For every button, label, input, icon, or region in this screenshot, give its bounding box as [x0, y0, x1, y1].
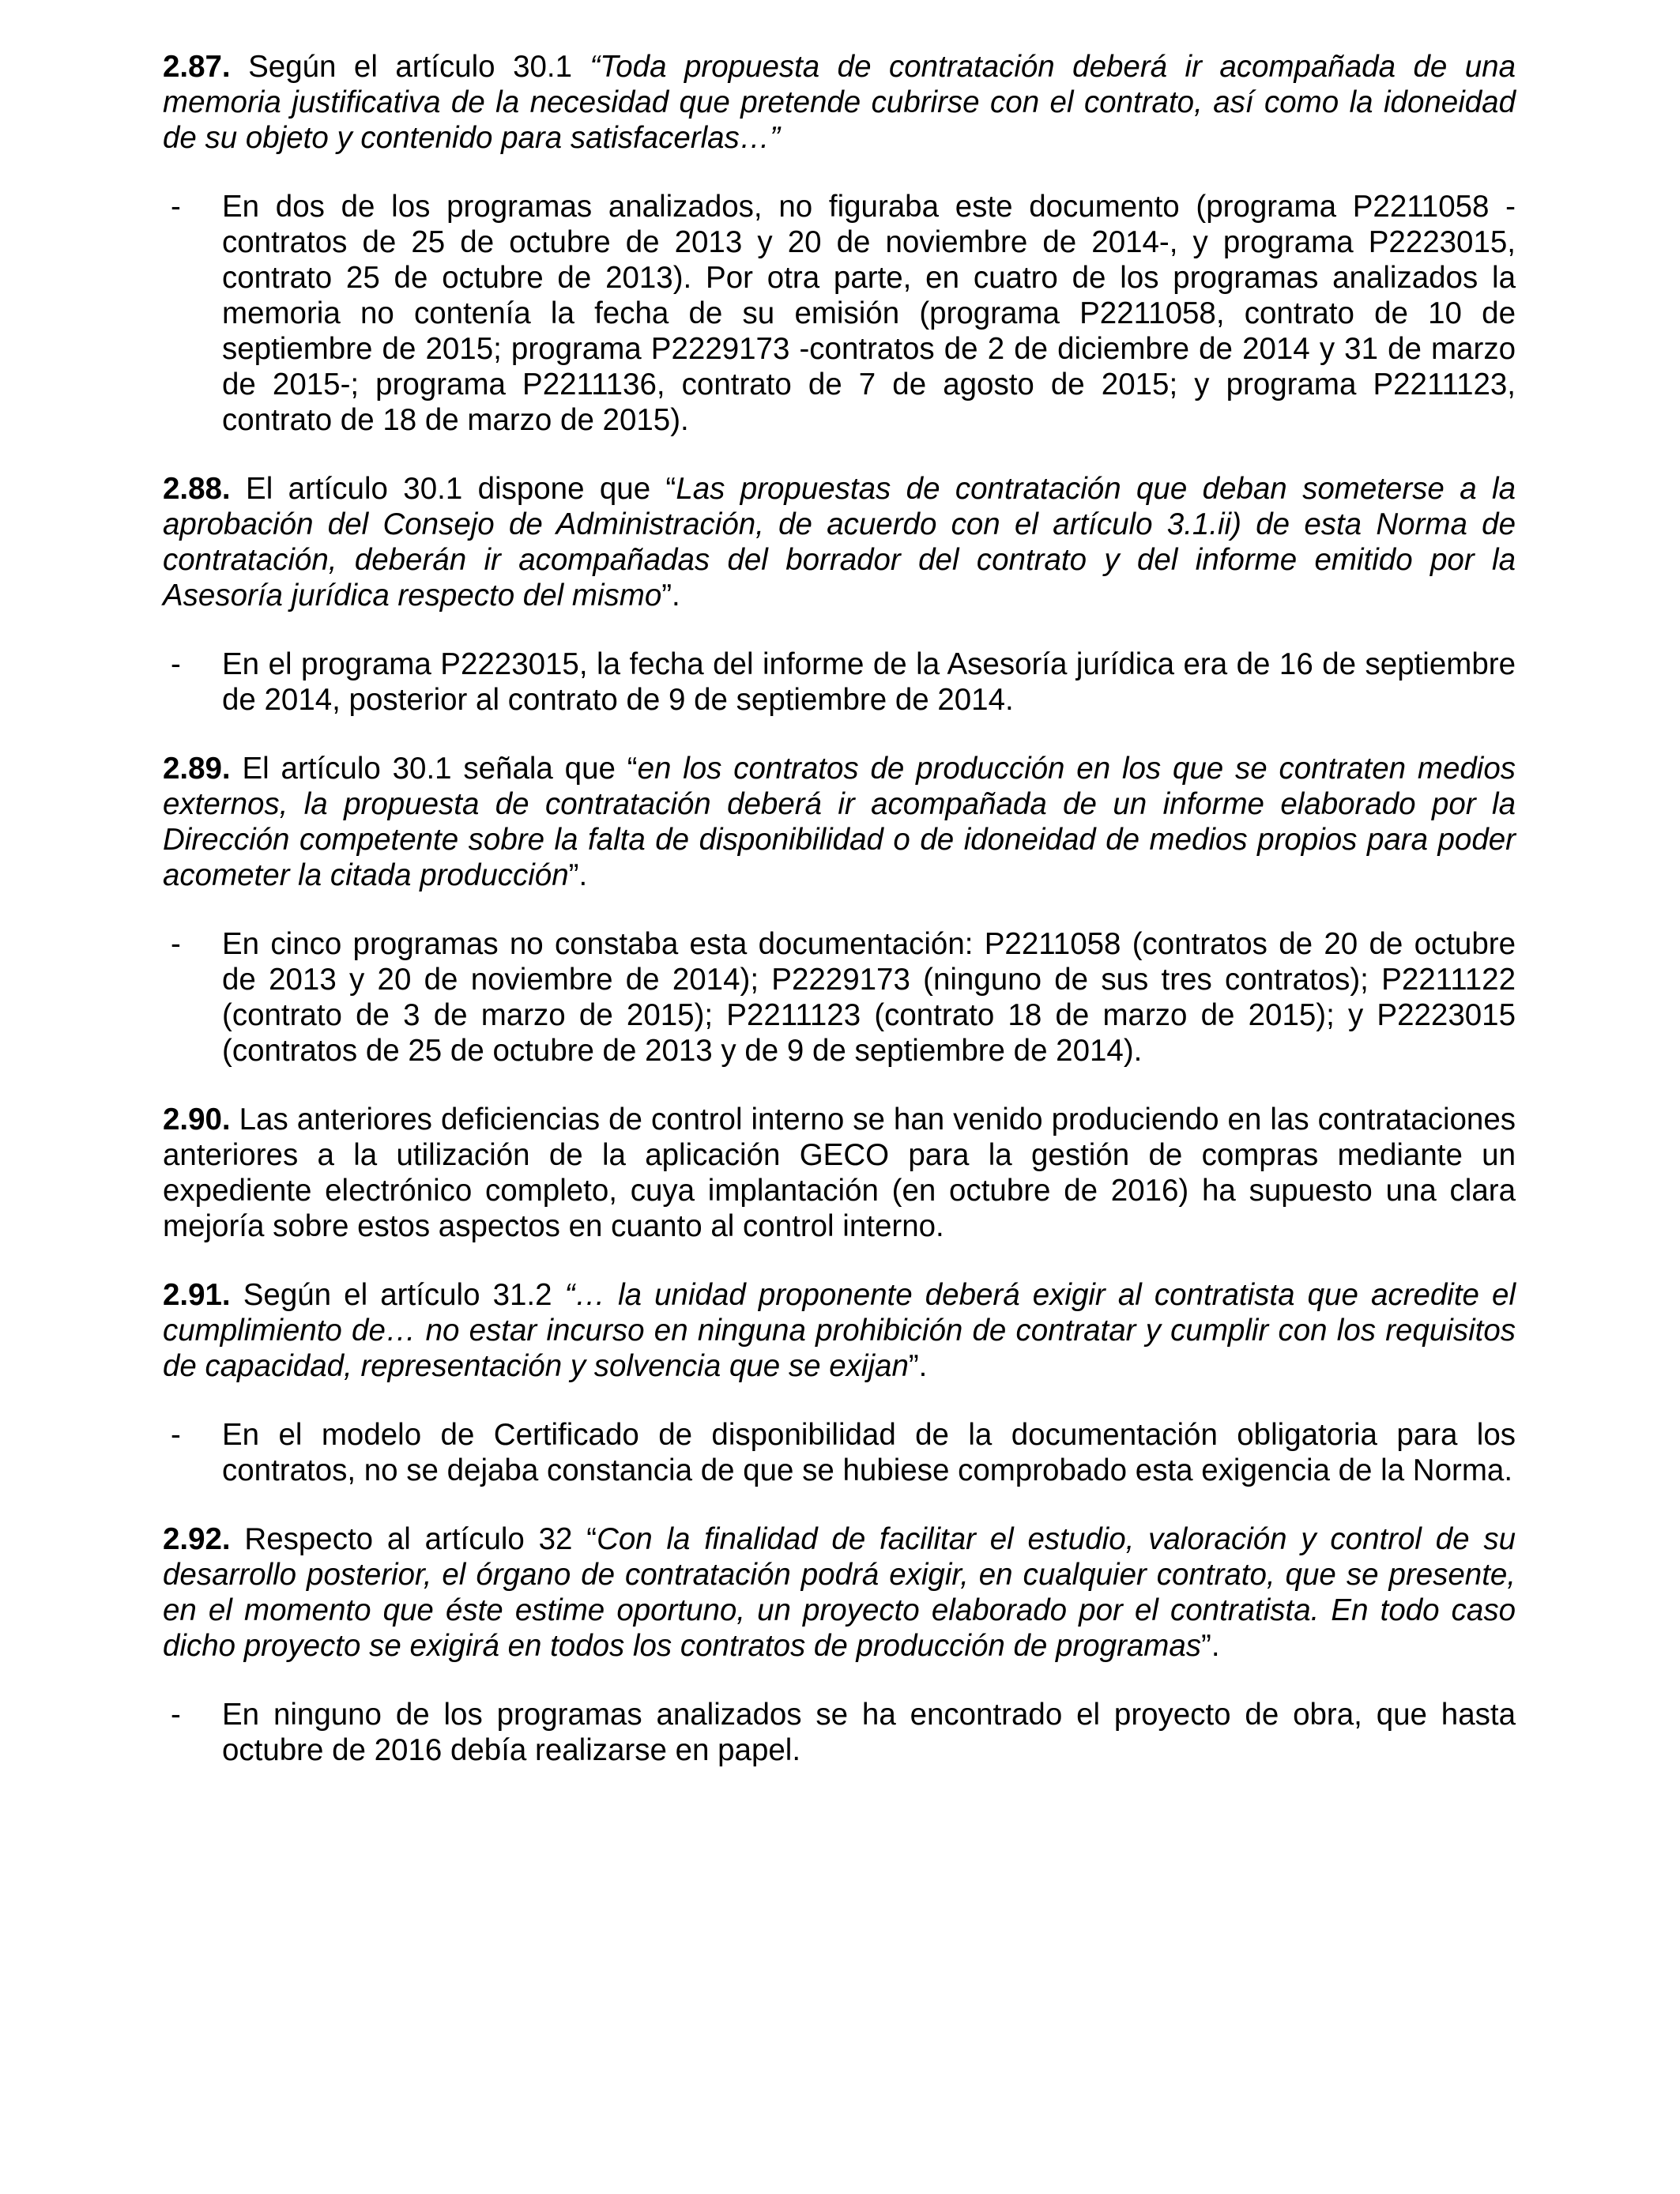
paragraph-text: El artículo 30.1 dispone que “ — [230, 472, 676, 506]
paragraph-2-89 — [163, 751, 1516, 893]
bullet-item-2-91 — [163, 1417, 1516, 1488]
bullet-text: En el programa P2223015, la fecha del informe de la Asesoría jurídica era de 16 de septiembre de 2014, posterior al contrato de 9 de septiembre de 2014. — [222, 647, 1516, 717]
bullet-item-2-88 — [163, 647, 1516, 718]
paragraph-2-87 — [163, 49, 1516, 156]
bullet-text: En dos de los programas analizados, no figuraba este documento (programa P2211058 -contratos de 25 de octubre de 2013 y 20 de noviembre de 2014-, y programa P2223015, contrato 25 de octubre de 2013). Por otra parte, en cuatro de los programas analizados la memoria no contenía la fecha de su emisión (programa P2211058, contrato de 10 de septiembre de 2015; programa P2229173 -contratos de 2 de diciembre de 2014 y 31 de marzo de 2015-; programa P2211136, contrato de 7 de agosto de 2015; y programa P2211123, contrato de 18 de marzo de 2015). — [222, 190, 1516, 437]
paragraph-2-92 — [163, 1521, 1516, 1664]
quoted-text: Las propuestas de contratación que deban someterse a la aprobación del Consejo de Administración, de acuerdo con el artículo 3.1.ii) de esta Norma de contratación, deberán ir acompañadas del borrador del contrato y del informe emitido por la Asesoría jurídica respecto del mismo — [163, 472, 1516, 613]
bullet-dash: - — [171, 190, 181, 224]
paragraph-text: Según el artículo 30.1 — [230, 50, 590, 84]
bullet-dash: - — [171, 1418, 181, 1452]
section-number: 2.88. — [163, 472, 231, 506]
bullet-item-2-89 — [163, 926, 1516, 1069]
section-number: 2.89. — [163, 752, 231, 786]
section-number: 2.87. — [163, 50, 231, 84]
bullet-item-2-92 — [163, 1697, 1516, 1768]
bullet-text: En ninguno de los programas analizados se ha encontrado el proyecto de obra, que hasta octubre de 2016 debía realizarse en papel. — [222, 1698, 1516, 1767]
paragraph-text: Respecto al artículo 32 “ — [230, 1522, 597, 1556]
document-page — [163, 49, 1516, 1768]
bullet-dash: - — [171, 1698, 181, 1732]
bullet-text: En cinco programas no constaba esta documentación: P2211058 (contratos de 20 de octubre de 2013 y 20 de noviembre de 2014); P2229173 (ninguno de sus tres contratos); P2211122 (contrato de 3 de marzo de 2015); P2211123 (contrato 18 de marzo de 2015); y P2223015 (contratos de 25 de octubre de 2013 y de 9 de septiembre de 2014). — [222, 927, 1516, 1068]
quoted-text: Con la finalidad de facilitar el estudio, valoración y control de su desarrollo posterior, el órgano de contratación podrá exigir, en cualquier contrato, que se presente, en el momento que éste estime oportuno, un proyecto elaborado por el contratista. En todo caso dicho proyecto se exigirá en todos los contratos de producción de programas — [163, 1522, 1516, 1663]
paragraph-text-end: ”. — [1201, 1629, 1220, 1663]
paragraph-text: Las anteriores deficiencias de control interno se han venido produciendo en las contrataciones anteriores a la utilización de la aplicación GECO para la gestión de compras mediante un expediente electrónico completo, cuya implantación (en octubre de 2016) ha supuesto una clara mejoría sobre estos aspectos en cuanto al control interno. — [163, 1103, 1516, 1243]
paragraph-text-end: ”. — [908, 1349, 928, 1383]
section-number: 2.91. — [163, 1278, 231, 1312]
bullet-dash: - — [171, 927, 181, 961]
quoted-text: “… la unidad proponente deberá exigir al contratista que acredite el cumplimiento de… no estar incurso en ninguna prohibición de contratar y cumplir con los requisitos de capacidad, representación y solvencia que se exijan — [163, 1278, 1516, 1383]
paragraph-text: Según el artículo 31.2 — [230, 1278, 565, 1312]
section-number: 2.92. — [163, 1522, 231, 1556]
paragraph-text-end: ”. — [661, 579, 680, 613]
quoted-text: en los contratos de producción en los que se contraten medios externos, la propuesta de contratación deberá ir acompañada de un informe elaborado por la Dirección competente sobre la falta de disponibilidad o de idoneidad de medios propios para poder acometer la citada producción — [163, 752, 1516, 892]
paragraph-text: El artículo 30.1 señala que “ — [230, 752, 638, 786]
paragraph-text-end: ”. — [568, 858, 588, 892]
paragraph-2-91 — [163, 1277, 1516, 1384]
bullet-dash: - — [171, 647, 181, 681]
bullet-item-2-87 — [163, 189, 1516, 438]
quoted-text: “Toda propuesta de contratación deberá ir acompañada de una memoria justificativa de la necesidad que pretende cubrirse con el contrato, así como la idoneidad de su objeto y contenido para satisfacerlas…” — [163, 50, 1516, 155]
paragraph-2-90 — [163, 1102, 1516, 1244]
paragraph-2-88 — [163, 471, 1516, 613]
section-number: 2.90. — [163, 1103, 231, 1137]
bullet-text: En el modelo de Certificado de disponibilidad de la documentación obligatoria para los contratos, no se dejaba constancia de que se hubiese comprobado esta exigencia de la Norma. — [222, 1418, 1516, 1487]
